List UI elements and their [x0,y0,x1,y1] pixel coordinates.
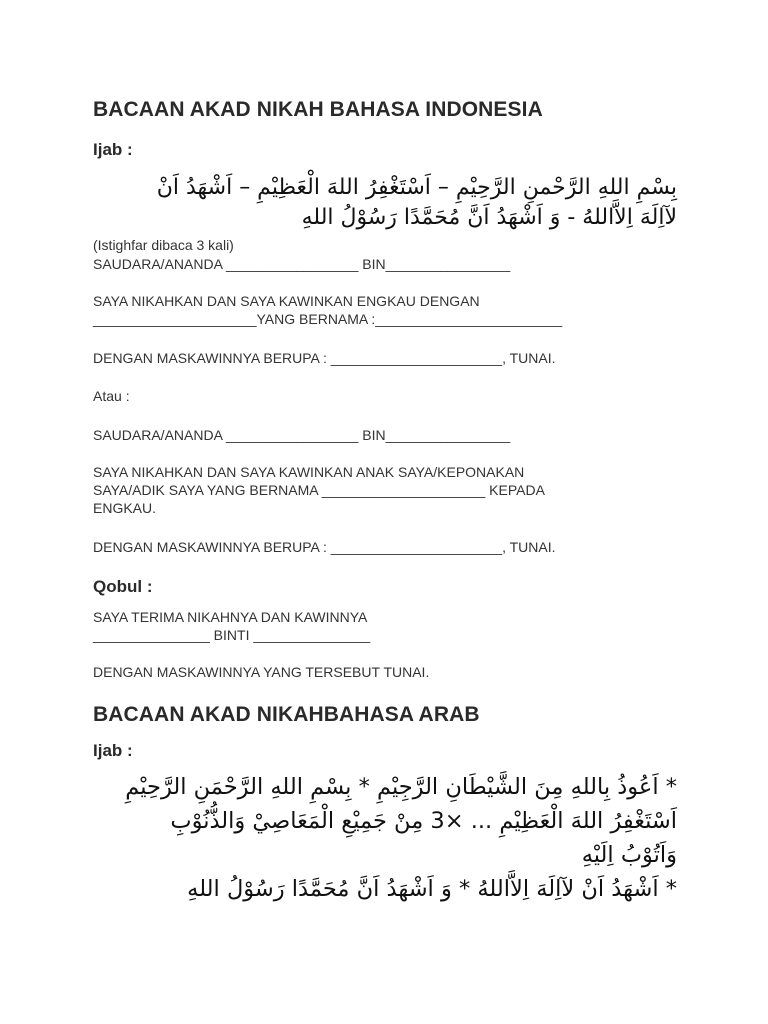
maskawin-line: DENGAN MASKAWINNYA BERUPA : ______________________, TUNAI. [93,350,556,366]
arabic-ijab2-line-1: * اَعُوذُ بِاللهِ مِنَ الشَّيْطَانِ الرَّجِيْمِ * بِسْمِ اللهِ الرَّحْمَنِ الرَّحِيْمِ [125,774,677,800]
qobul-label: Qobul : [93,577,153,596]
istighfar-note: (Istighfar dibaca 3 kali) [93,237,234,253]
ijab-label-arab: Ijab : [93,741,133,760]
nikahkan-alt-line-1: SAYA NIKAHKAN DAN SAYA KAWINKAN ANAK SAYA/KEPONAKAN [93,464,525,480]
arabic-ijab2-line-4: * اَشْهَدُ اَنْ لآاِلَهَ اِلاَّاللهُ * وَ اَشْهَدُ اَنَّ مُحَمَّدًا رَسُوْلُ اللهِ [187,876,677,902]
arabic-ijab-line-2: لآاِلَهَ اِلاَّاللهُ - وَ اَشْهَدُ اَنَّ مُحَمَّدًا رَسُوْلُ اللهِ [301,205,677,230]
saudara-line: SAUDARA/ANANDA _________________ BIN________________ [93,256,511,272]
section-title-arab: BACAAN AKAD NIKAHBAHASA ARAB [93,703,480,726]
nikahkan-line-2: _____________________YANG BERNAMA :________________________ [93,311,563,327]
arabic-ijab2-line-2: اَسْتَغْفِرُ اللهَ الْعَظِيْمِ ... ×3 مِنْ جَمِيْعِ الْمَعَاصِيْ وَالذُّنُوْبِ [170,808,677,834]
atau-label: Atau : [93,388,130,404]
arabic-ijab2-line-3: وَاَتُوْبُ اِلَيْهِ [581,842,677,868]
section-title-indonesia: BACAAN AKAD NIKAH BAHASA INDONESIA [93,98,543,121]
qobul-line-1: SAYA TERIMA NIKAHNYA DAN KAWINNYA [93,609,368,625]
ijab-label: Ijab : [93,140,133,159]
nikahkan-line-1: SAYA NIKAHKAN DAN SAYA KAWINKAN ENGKAU DENGAN [93,293,480,309]
saudara-line-alt: SAUDARA/ANANDA _________________ BIN________________ [93,427,511,443]
nikahkan-alt-line-2: SAYA/ADIK SAYA YANG BERNAMA _____________________ KEPADA [93,482,545,498]
qobul-line-3: DENGAN MASKAWINNYA YANG TERSEBUT TUNAI. [93,664,430,680]
arabic-ijab-line-1: بِسْمِ اللهِ الرَّحْمنِ الرَّحِيْمِ – اَسْتَغْفِرُ اللهَ الْعَظِيْمِ – اَشْهَدُ اَنْ [156,175,677,200]
nikahkan-alt-line-3: ENGKAU. [93,500,157,516]
maskawin-line-alt: DENGAN MASKAWINNYA BERUPA : ______________________, TUNAI. [93,539,556,555]
qobul-line-2: _______________ BINTI _______________ [93,627,371,643]
